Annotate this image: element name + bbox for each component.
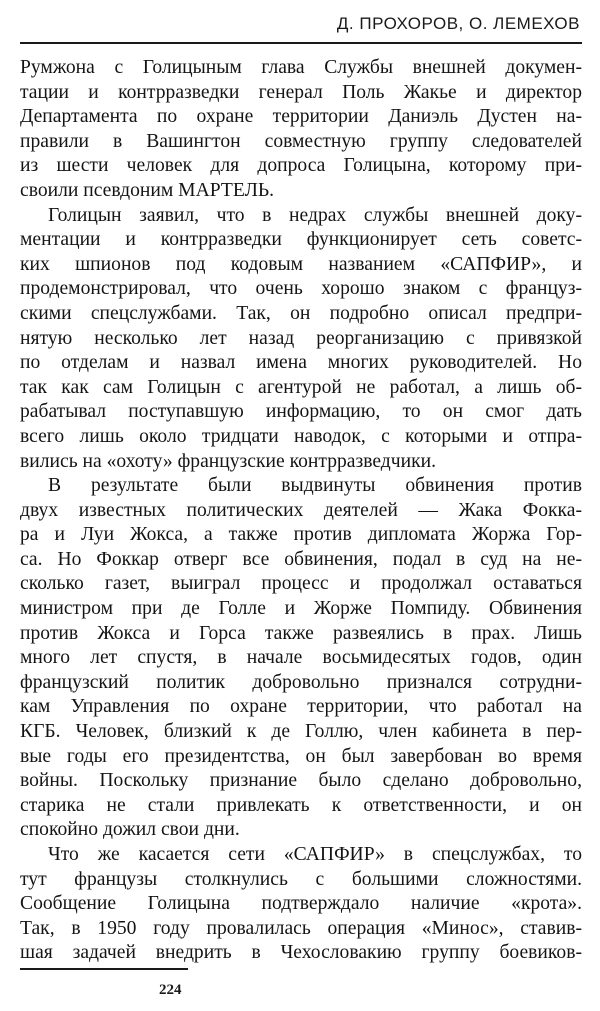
footnote-rule bbox=[20, 968, 188, 970]
text-line: Так, в 1950 году провалилась операция «Минос», ставив- bbox=[20, 917, 582, 939]
text-line: так как сам Голицын с агентурой не работал, а лишь об- bbox=[20, 376, 582, 398]
page-number: 224 bbox=[159, 982, 182, 998]
text-line: нятую несколько лет назад реорганизацию с привязкой bbox=[20, 327, 582, 349]
text-line: французский политик добровольно признался сотрудни- bbox=[20, 671, 582, 693]
text-line: Голицын заявил, что в недрах службы внешней доку- bbox=[48, 204, 582, 226]
text-line: против Жокса и Горса также развеялись в прах. Лишь bbox=[20, 622, 582, 644]
text-line: Что же касается сети «САПФИР» в спецслужбах, то bbox=[48, 844, 582, 865]
text-line: всего лишь около тридцати наводок, с которыми и отпра- bbox=[20, 425, 582, 447]
text-line: вые годы его президентства, он был завербован во время bbox=[20, 745, 582, 767]
text-line: министром при де Голле и Жорже Помпиду. Обвинения bbox=[20, 598, 582, 620]
text-line: по отделам и назвал имена многих руководителей. Но bbox=[20, 352, 582, 374]
text-line: тут французы столкнулись с большими сложностями. bbox=[20, 868, 582, 890]
text-line: рабатывал поступавшую информацию, то он смог дать bbox=[20, 401, 582, 423]
text-line: кам Управления по охране территории, что работал на bbox=[20, 696, 582, 718]
text-line: шая задачей внедрить в Чехословакию группу боевиков- bbox=[20, 942, 582, 964]
text-line: много лет спустя, в начале восьмидесятых годов, один bbox=[20, 647, 582, 669]
text-line: ра и Луи Жокса, а также против дипломата Жоржа Гор- bbox=[20, 524, 582, 546]
text-line: войны. Поскольку признание было сделано добровольно, bbox=[20, 770, 582, 792]
paragraph bbox=[20, 56, 582, 204]
text-line: своили псевдоним МАРТЕЛЬ. bbox=[20, 179, 275, 201]
text-line: Румжона с Голицыным глава Службы внешней докумен- bbox=[20, 57, 582, 78]
paragraph bbox=[20, 474, 582, 843]
text-line: продемонстрировал, что очень хорошо знаком с француз- bbox=[20, 278, 582, 300]
text-line: В результате были выдвинуты обвинения против bbox=[48, 475, 582, 497]
text-line: са. Но Фоккар отверг все обвинения, подал в суд на не- bbox=[20, 548, 582, 570]
text-line: Сообщение Голицына подтверждало наличие «крота». bbox=[20, 893, 582, 915]
text-line: ментации и контрразведки функционирует сеть советс- bbox=[20, 229, 582, 251]
text-line: КГБ. Человек, близкий к де Голлю, член кабинета в пер- bbox=[20, 721, 582, 743]
running-head: Д. ПРОХОРОВ, О. ЛЕМЕХОВ bbox=[336, 14, 580, 33]
text-line: Департамента по охране территории Даниэль Дустен на- bbox=[20, 106, 582, 128]
text-line: правили в Вашингтон совместную группу следователей bbox=[20, 130, 582, 152]
text-line: сколько газет, выиграл процесс и продолжал оставаться bbox=[20, 573, 582, 595]
text-line: тации и контрразведки генерал Поль Жакье и директор bbox=[20, 81, 582, 103]
text-line: двух известных политических деятелей — Жака Фокка- bbox=[20, 499, 582, 521]
text-line: скими спецслужбами. Так, он подробно описал предпри- bbox=[20, 302, 582, 324]
text-line: вились на «охоту» французские контрразведчики. bbox=[20, 450, 437, 472]
text-line: ких шпионов под кодовым названием «САПФИР», и bbox=[20, 253, 582, 275]
text-line: спокойно дожил свои дни. bbox=[20, 819, 240, 841]
header-rule bbox=[20, 42, 582, 44]
body-text bbox=[20, 56, 582, 966]
text-line: старика не стали привлекать к ответственности, и он bbox=[20, 794, 582, 816]
paragraph bbox=[20, 204, 582, 475]
text-line: из шести человек для допроса Голицына, которому при- bbox=[20, 155, 582, 177]
paragraph bbox=[20, 843, 582, 966]
